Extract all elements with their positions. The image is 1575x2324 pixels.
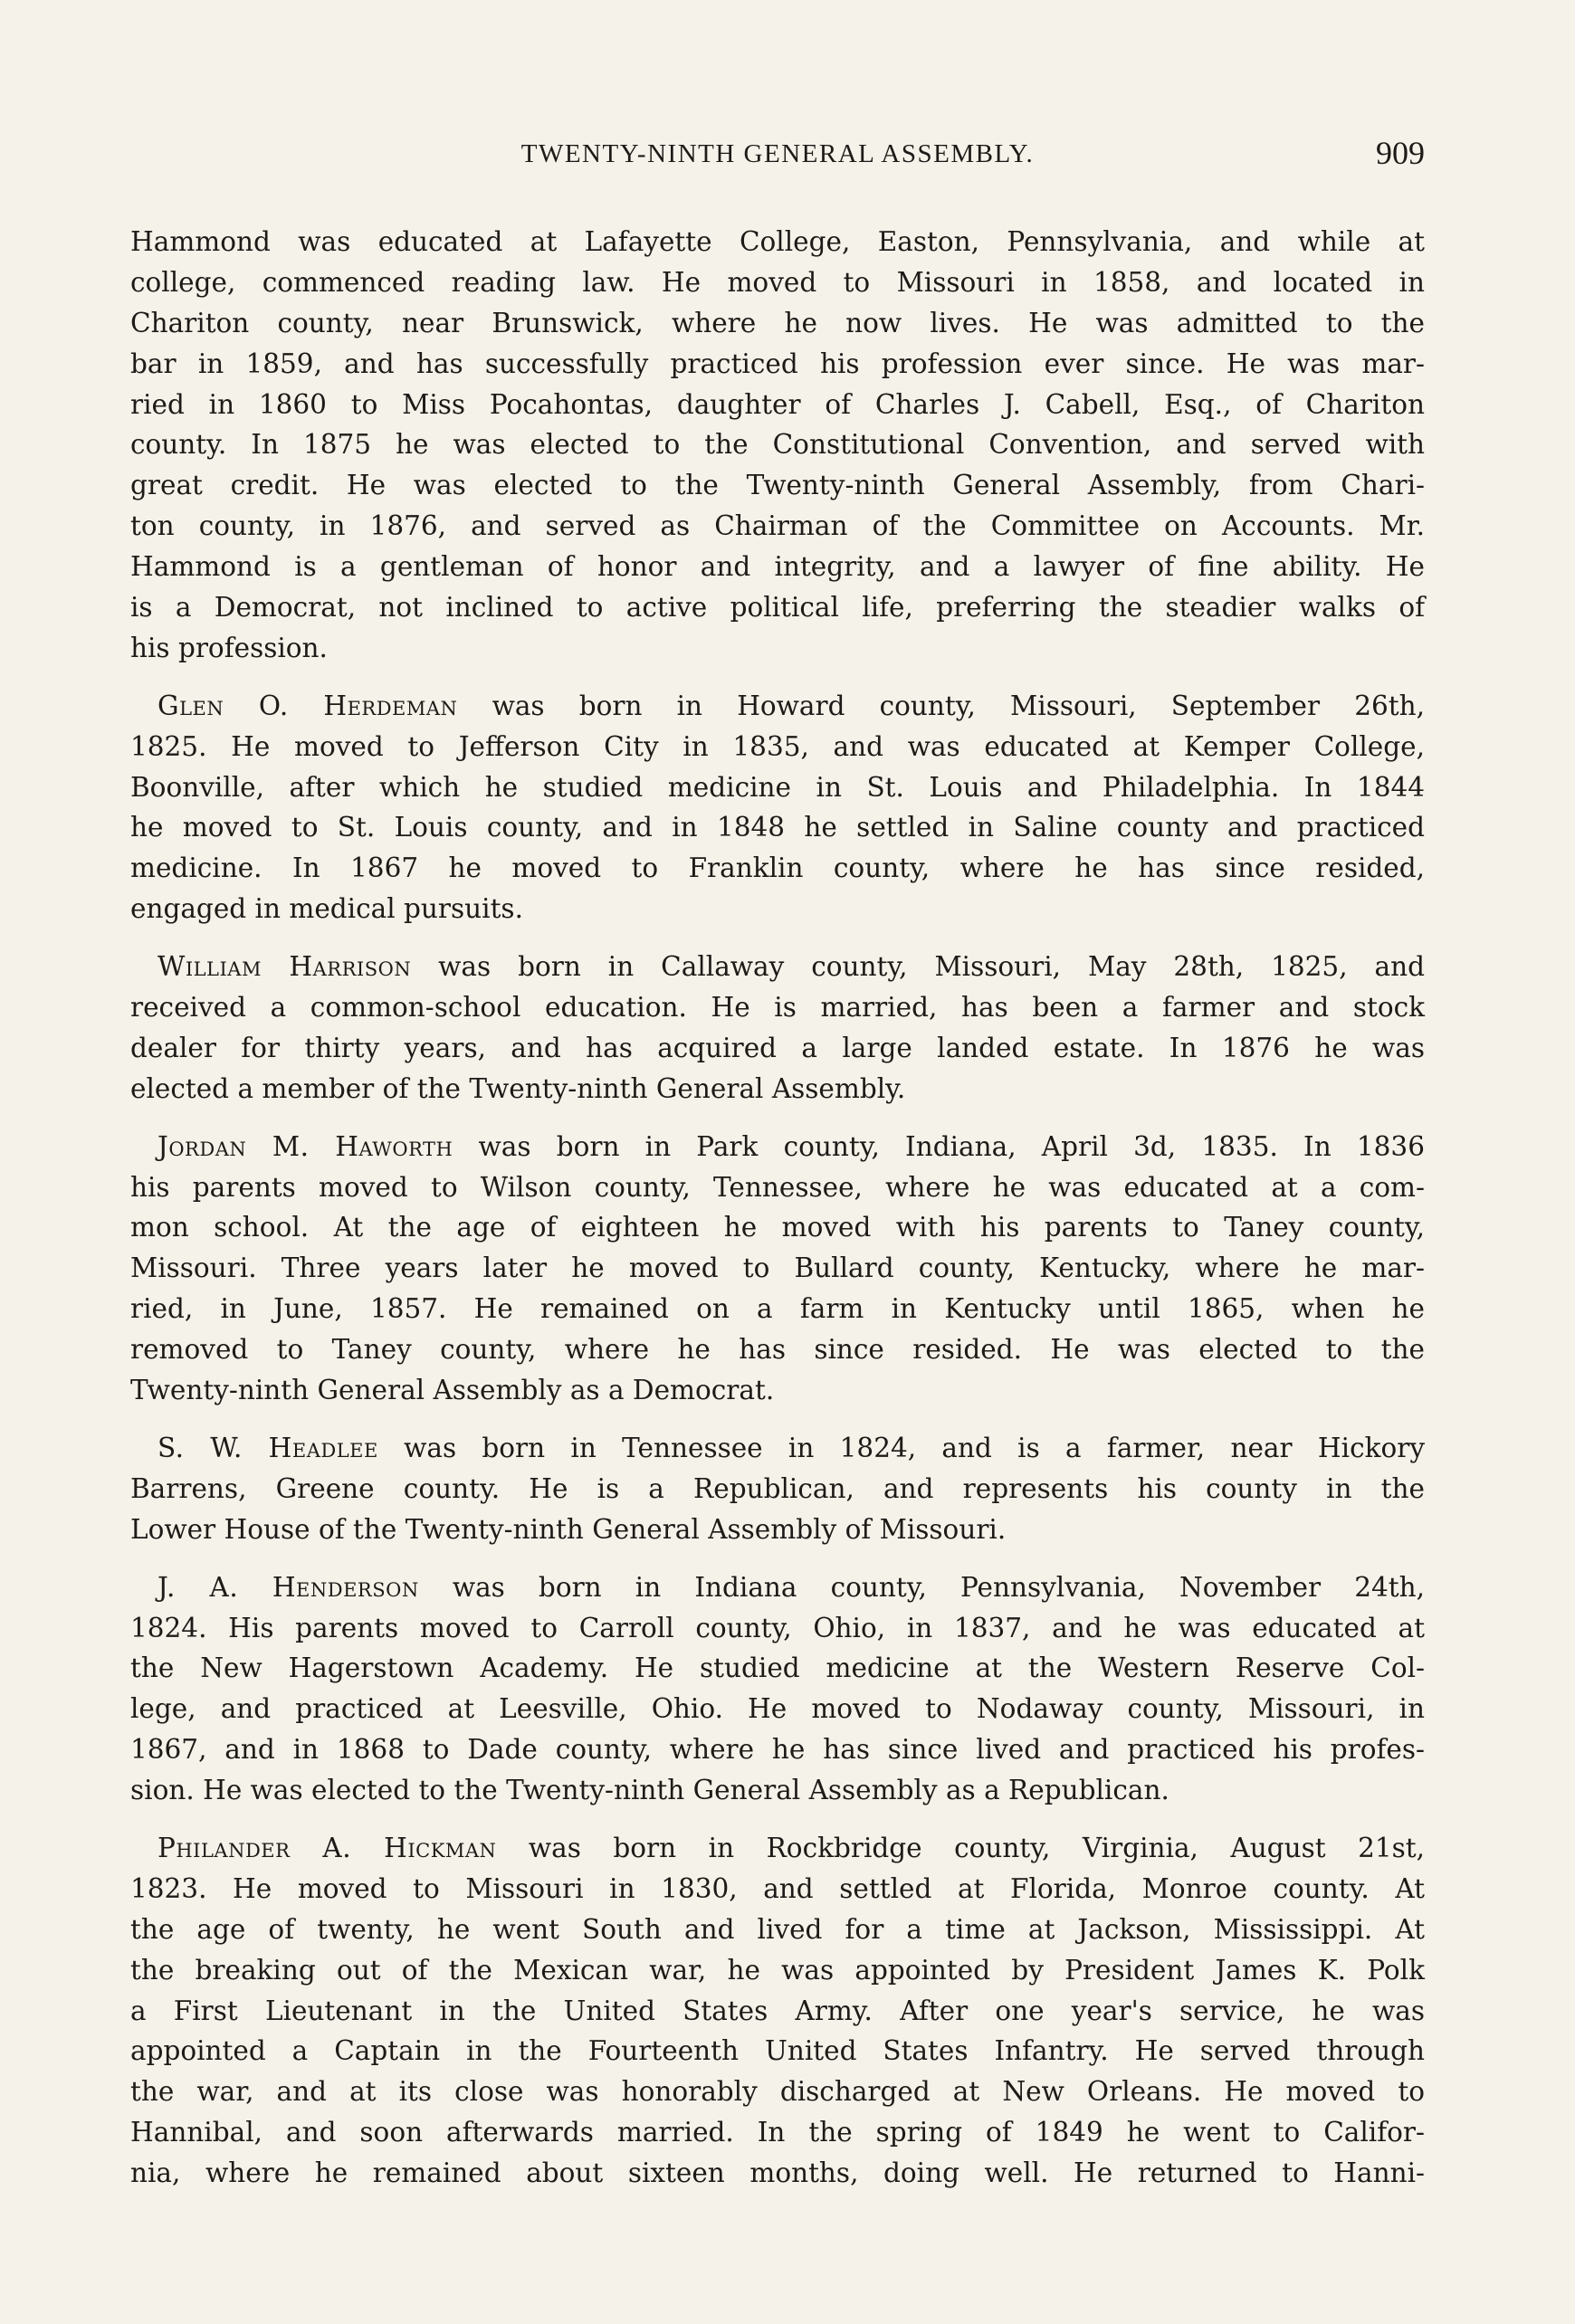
text-line bbox=[130, 1869, 1425, 1910]
line-text: mon school. At the age of eighteen he moved with his parents to Taney county, bbox=[130, 1212, 1425, 1243]
biography-paragraph bbox=[130, 686, 1425, 929]
text-line bbox=[130, 1469, 1425, 1510]
line-text: sion. He was elected to the Twenty-ninth General Assembly as a Republican. bbox=[130, 1775, 1169, 1806]
line-text: Barrens, Greene county. He is a Republican, and represents his county in the bbox=[130, 1472, 1425, 1504]
line-text: was born in Park county, Indiana, April 3d, 1835. In 1836 bbox=[453, 1130, 1425, 1162]
text-line bbox=[130, 1910, 1425, 1950]
person-name: S. W. Headlee bbox=[158, 1432, 378, 1463]
line-text: Chariton county, near Brunswick, where he now lives. He was admitted to the bbox=[130, 307, 1425, 338]
text-line bbox=[130, 1689, 1425, 1729]
text-line bbox=[130, 1567, 1425, 1608]
line-text: his parents moved to Wilson county, Tennessee, where he was educated at a com- bbox=[130, 1171, 1425, 1203]
biography-paragraph bbox=[130, 947, 1425, 1110]
text-line bbox=[130, 1028, 1425, 1069]
line-text: engaged in medical pursuits. bbox=[130, 893, 523, 925]
text-line bbox=[130, 889, 1425, 929]
text-line bbox=[130, 1428, 1425, 1469]
line-text: 1823. He moved to Missouri in 1830, and settled at Florida, Monroe county. At bbox=[130, 1872, 1425, 1904]
text-line bbox=[130, 1729, 1425, 1770]
text-line bbox=[130, 1127, 1425, 1167]
text-line bbox=[130, 1069, 1425, 1110]
biography-paragraph bbox=[130, 222, 1425, 669]
text-line bbox=[130, 1329, 1425, 1370]
line-text: ried in 1860 to Miss Pocahontas, daughter of Charles J. Cabell, Esq., of Chariton bbox=[130, 388, 1425, 420]
text-line bbox=[130, 1370, 1425, 1411]
line-text: he moved to St. Louis county, and in 1848 he settled in Saline county and practiced bbox=[130, 812, 1425, 843]
text-line bbox=[130, 1950, 1425, 1991]
text-line bbox=[130, 1248, 1425, 1289]
text-line bbox=[130, 1828, 1425, 1869]
line-text: was born in Rockbridge county, Virginia, August 21st, bbox=[496, 1832, 1425, 1863]
line-text: Hammond is a gentleman of honor and integrity, and a lawyer of fine ability. He bbox=[130, 551, 1425, 583]
line-text: Lower House of the Twenty-ninth General Assembly of Missouri. bbox=[130, 1513, 1007, 1545]
line-text: the breaking out of the Mexican war, he was appointed by President James K. Polk bbox=[130, 1954, 1425, 1986]
line-text: 1824. His parents moved to Carroll county, Ohio, in 1837, and he was educated at bbox=[130, 1612, 1425, 1643]
text-line bbox=[130, 465, 1425, 506]
line-text: college, commenced reading law. He moved to Missouri in 1858, and located in bbox=[130, 266, 1425, 298]
page-number: 909 bbox=[1376, 135, 1425, 171]
line-text: 1825. He moved to Jefferson City in 1835, and was educated at Kemper College, bbox=[130, 730, 1425, 762]
text-line bbox=[130, 727, 1425, 767]
biography-paragraph bbox=[130, 1127, 1425, 1411]
line-text: Missouri. Three years later he moved to Bullard county, Kentucky, where he mar- bbox=[130, 1252, 1425, 1284]
line-text: elected a member of the Twenty-ninth General Assembly. bbox=[130, 1072, 906, 1104]
line-text: ton county, in 1876, and served as Chairman of the Committee on Accounts. Mr. bbox=[130, 510, 1425, 542]
text-line bbox=[130, 2112, 1425, 2153]
line-text: was born in Tennessee in 1824, and is a farmer, near Hickory bbox=[377, 1432, 1425, 1463]
text-line bbox=[130, 987, 1425, 1028]
biography-paragraph bbox=[130, 1428, 1425, 1550]
biography-paragraph bbox=[130, 1828, 1425, 2194]
person-name: Jordan M. Haworth bbox=[158, 1130, 453, 1162]
text-line bbox=[130, 2153, 1425, 2194]
line-text: received a common-school education. He is married, has been a farmer and stock bbox=[130, 992, 1425, 1024]
text-line bbox=[130, 1510, 1425, 1550]
person-name: J. A. Henderson bbox=[158, 1571, 419, 1603]
line-text: a First Lieutenant in the United States Army. After one year's service, he was bbox=[130, 1995, 1425, 2026]
person-name: Glen O. Herdeman bbox=[158, 690, 458, 721]
text-line bbox=[130, 547, 1425, 587]
biography-paragraph bbox=[130, 1567, 1425, 1811]
page-header bbox=[130, 134, 1425, 177]
text-line bbox=[130, 686, 1425, 727]
text-line bbox=[130, 848, 1425, 889]
line-text: the war, and at its close was honorably discharged at New Orleans. He moved to bbox=[130, 2076, 1425, 2108]
text-line bbox=[130, 1289, 1425, 1329]
text-line bbox=[130, 303, 1425, 344]
line-text: removed to Taney county, where he has since resided. He was elected to the bbox=[130, 1334, 1425, 1366]
line-text: 1867, and in 1868 to Dade county, where he has since lived and practiced his profes- bbox=[130, 1734, 1425, 1766]
line-text: is a Democrat, not inclined to active political life, preferring the steadier walks of bbox=[130, 592, 1425, 624]
text-line bbox=[130, 222, 1425, 262]
text-line bbox=[130, 1770, 1425, 1811]
body-text bbox=[130, 222, 1425, 2211]
line-text: the age of twenty, he went South and lived for a time at Jackson, Mississippi. At bbox=[130, 1913, 1425, 1945]
line-text: appointed a Captain in the Fourteenth United States Infantry. He served through bbox=[130, 2035, 1425, 2067]
text-line bbox=[130, 2031, 1425, 2072]
running-title: TWENTY-NINTH GENERAL ASSEMBLY. bbox=[520, 139, 1035, 168]
line-text: bar in 1859, and has successfully practiced his profession ever since. He was mar- bbox=[130, 348, 1425, 379]
line-text: the New Hagerstown Academy. He studied medicine at the Western Reserve Col- bbox=[130, 1653, 1425, 1684]
text-line bbox=[130, 1167, 1425, 1208]
text-line bbox=[130, 506, 1425, 547]
line-text: his profession. bbox=[130, 632, 328, 663]
line-text: county. In 1875 he was elected to the Constitutional Convention, and served with bbox=[130, 429, 1425, 461]
text-line bbox=[130, 385, 1425, 425]
line-text: was born in Indiana county, Pennsylvania, November 24th, bbox=[418, 1571, 1425, 1603]
line-text: ried, in June, 1857. He remained on a farm in Kentucky until 1865, when he bbox=[130, 1293, 1425, 1325]
line-text: nia, where he remained about sixteen months, doing well. He returned to Hanni- bbox=[130, 2157, 1425, 2189]
line-text: was born in Callaway county, Missouri, May 28th, 1825, and bbox=[411, 951, 1425, 983]
text-line bbox=[130, 947, 1425, 987]
text-line bbox=[130, 262, 1425, 303]
person-name: William Harrison bbox=[158, 951, 412, 983]
text-line bbox=[130, 807, 1425, 848]
text-line bbox=[130, 628, 1425, 669]
text-line bbox=[130, 1608, 1425, 1649]
line-text: Twenty-ninth General Assembly as a Democrat. bbox=[130, 1375, 775, 1406]
line-text: medicine. In 1867 he moved to Franklin county, where he has since resided, bbox=[130, 852, 1425, 884]
text-line bbox=[130, 1648, 1425, 1689]
line-text: Boonville, after which he studied medicine in St. Louis and Philadelphia. In 1844 bbox=[130, 771, 1425, 803]
line-text: great credit. He was elected to the Twenty-ninth General Assembly, from Chari- bbox=[130, 470, 1425, 501]
text-line bbox=[130, 767, 1425, 808]
text-line bbox=[130, 1991, 1425, 2032]
text-line bbox=[130, 344, 1425, 385]
line-text: lege, and practiced at Leesville, Ohio. He moved to Nodaway county, Missouri, in bbox=[130, 1693, 1425, 1725]
line-text: Hannibal, and soon afterwards married. In the spring of 1849 he went to Califor- bbox=[130, 2117, 1425, 2148]
text-line bbox=[130, 587, 1425, 628]
person-name: Philander A. Hickman bbox=[158, 1832, 497, 1863]
line-text: was born in Howard county, Missouri, September 26th, bbox=[457, 690, 1426, 721]
line-text: Hammond was educated at Lafayette College, Easton, Pennsylvania, and while at bbox=[130, 226, 1425, 257]
text-line bbox=[130, 2072, 1425, 2112]
text-line bbox=[130, 1207, 1425, 1248]
text-line bbox=[130, 424, 1425, 465]
line-text: dealer for thirty years, and has acquired a large landed estate. In 1876 he was bbox=[130, 1032, 1425, 1063]
